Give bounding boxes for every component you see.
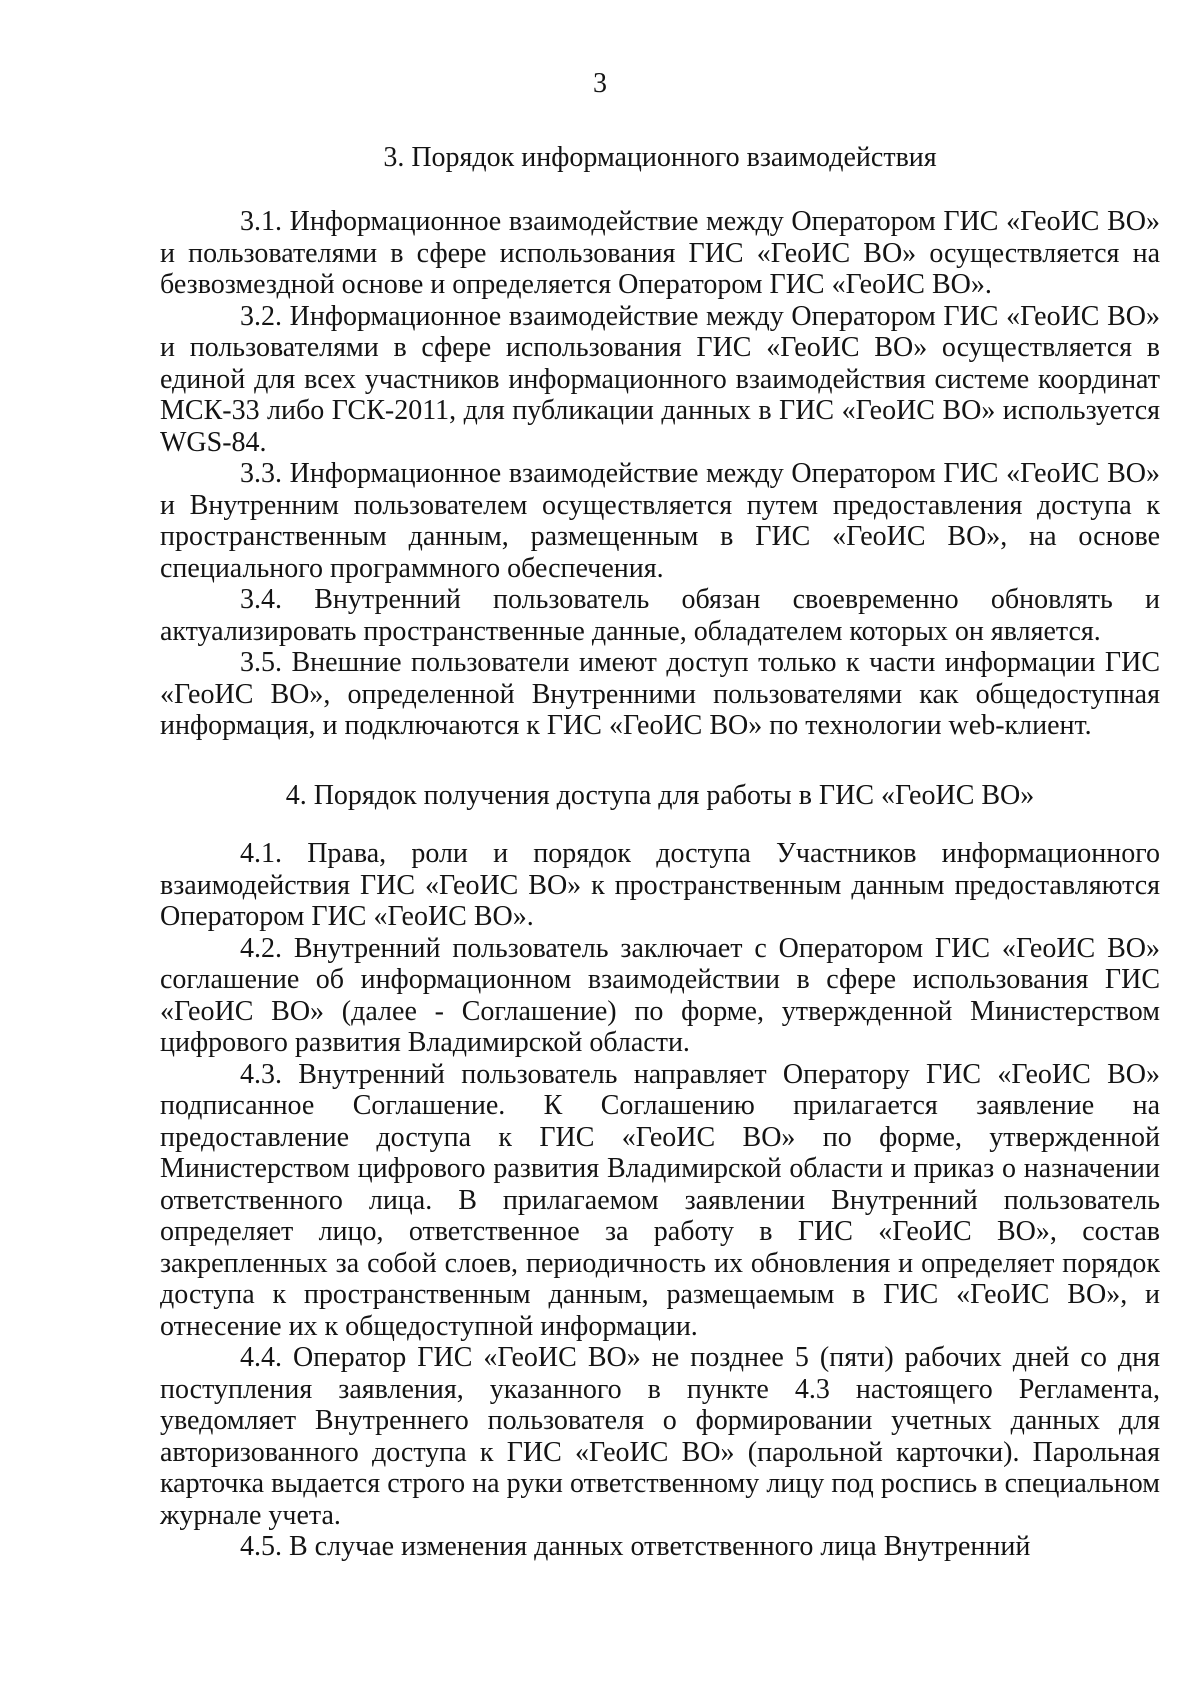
paragraph-4-5: 4.5. В случае изменения данных ответственного лица Внутренний <box>240 1531 1031 1562</box>
paragraph-3-2: 3.2. Информационное взаимодействие между Оператором ГИС «ГеоИС ВО» и пользователями в сфере использования ГИС «ГеоИС ВО» осуществляется в единой для всех участников информационного взаимодействия системе координат МСК-33 либо ГСК-2011, для публикации данных в ГИС «ГеоИС ВО» используется WGS-84. <box>160 300 1160 458</box>
paragraph-3-4: 3.4. Внутренний пользователь обязан своевременно обновлять и актуализировать пространственные данные, обладателем которых он является. <box>160 584 1160 647</box>
section-4-body <box>160 838 1160 1563</box>
section-3-heading: 3. Порядок информационного взаимодействия <box>383 142 937 173</box>
paragraph-4-3: 4.3. Внутренний пользователь направляет Оператору ГИС «ГеоИС ВО» подписанное Соглашение. К Соглашению прилагается заявление на предоставление доступа к ГИС «ГеоИС ВО» по форме, утвержденной Министерством цифрового развития Владимирской области и приказ о назначении ответственного лица. В прилагаемом заявлении Внутренний пользователь определяет лицо, ответственное за работу в ГИС «ГеоИС ВО», состав закрепленных за собой слоев, периодичность их обновления и определяет порядок доступа к пространственным данным, размещаемым в ГИС «ГеоИС ВО», и отнесение их к общедоступной информации. <box>160 1058 1160 1342</box>
paragraph-3-1: 3.1. Информационное взаимодействие между Оператором ГИС «ГеоИС ВО» и пользователями в сфере использования ГИС «ГеоИС ВО» осуществляется на безвозмездной основе и определяется Оператором ГИС «ГеоИС ВО». <box>160 206 1160 300</box>
paragraph-4-2: 4.2. Внутренний пользователь заключает с Оператором ГИС «ГеоИС ВО» соглашение об информационном взаимодействии в сфере использования ГИС «ГеоИС ВО» (далее - Соглашение) по форме, утвержденной Министерством цифрового развития Владимирской области. <box>160 932 1160 1058</box>
section-3-body <box>160 206 1160 742</box>
paragraph-4-1: 4.1. Права, роли и порядок доступа Участников информационного взаимодействия ГИС «ГеоИС ВО» к пространственным данным предоставляются Оператором ГИС «ГеоИС ВО». <box>160 838 1160 932</box>
paragraph-3-5: 3.5. Внешние пользователи имеют доступ только к части информации ГИС «ГеоИС ВО», определенной Внутренними пользователями как общедоступная информация, и подключаются к ГИС «ГеоИС ВО» по технологии web-клиент. <box>160 647 1160 741</box>
page-number: 3 <box>593 68 607 99</box>
paragraph-3-3: 3.3. Информационное взаимодействие между Оператором ГИС «ГеоИС ВО» и Внутренним пользователем осуществляется путем предоставления доступа к пространственным данным, размещенным в ГИС «ГеоИС ВО», на основе специального программного обеспечения. <box>160 458 1160 584</box>
paragraph-4-4: 4.4. Оператор ГИС «ГеоИС ВО» не позднее 5 (пяти) рабочих дней со дня поступления заявления, указанного в пункте 4.3 настоящего Регламента, уведомляет Внутреннего пользователя о формировании учетных данных для авторизованного доступа к ГИС «ГеоИС ВО» (парольной карточки). Парольная карточка выдается строго на руки ответственному лицу под роспись в специальном журнале учета. <box>160 1342 1160 1531</box>
section-4-heading: 4. Порядок получения доступа для работы в ГИС «ГеоИС ВО» <box>285 780 1035 811</box>
